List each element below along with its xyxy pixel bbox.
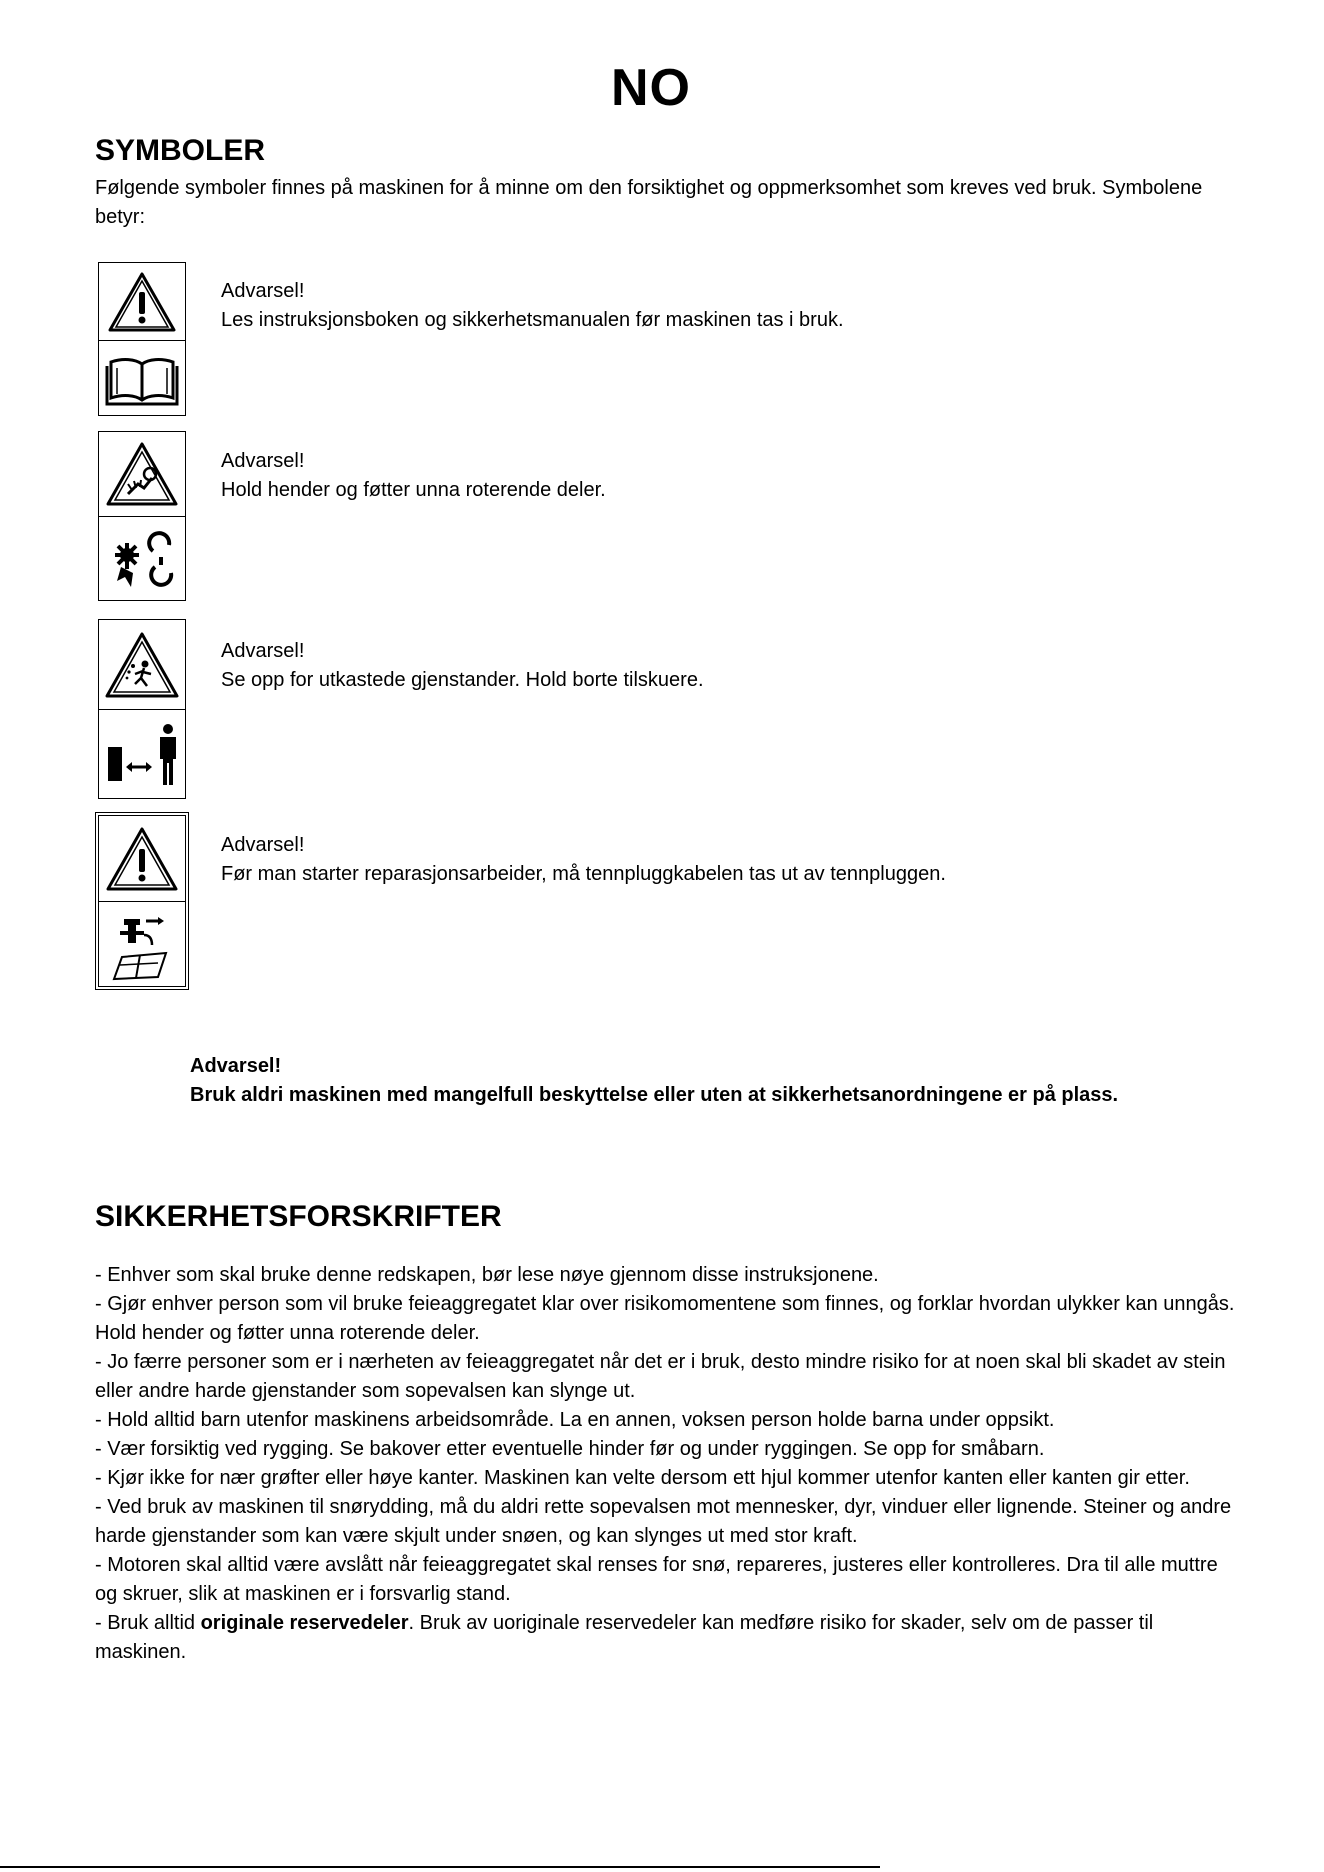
safety-rule: - Hold alltid barn utenfor maskinens arbeidsområde. La en annen, voksen person holde barna under oppsikt. bbox=[95, 1409, 1055, 1431]
language-code-title: NO bbox=[611, 59, 691, 117]
original-parts-emphasis: originale reservedeler bbox=[200, 1612, 409, 1634]
general-warning-text: Bruk aldri maskinen med mangelfull beskyttelse eller uten at sikkerhetsanordningene er på plass. bbox=[190, 1084, 1119, 1106]
safety-rule: - Vær forsiktig ved rygging. Se bakover etter eventuelle hinder før og under ryggingen. Se opp for småbarn. bbox=[95, 1438, 1045, 1460]
footer-rule bbox=[0, 1866, 880, 1868]
symbol-description: Før man starter reparasjonsarbeider, må tennpluggkabelen tas ut av tennpluggen. bbox=[221, 863, 946, 885]
symbol-item-1 bbox=[221, 277, 1181, 335]
safety-rule: - Bruk alltid originale reservedeler. Bruk av uoriginale reservedeler kan medføre risiko for skader, selv om de passer til maskinen. bbox=[95, 1612, 1154, 1663]
symbols-heading: SYMBOLER bbox=[95, 134, 266, 167]
symbol-pictogram-1 bbox=[98, 262, 186, 416]
symbol-item-2 bbox=[221, 447, 1181, 505]
safety-rule: - Gjør enhver person som vil bruke feieaggregatet klar over risikomomentene som finnes, og forklar hvordan ulykker kan unngås. Hold hender og føtter unna roterende deler. bbox=[95, 1293, 1235, 1344]
symbol-title: Advarsel! bbox=[221, 450, 305, 472]
keep-distance-icon bbox=[99, 709, 185, 799]
safety-rule: - Kjør ikke for nær grøfter eller høye kanter. Maskinen kan velte dersom ett hjul kommer utenfor kanten eller kanten gir etter. bbox=[95, 1467, 1190, 1489]
spark-plug-disconnect-icon bbox=[99, 901, 185, 987]
symbol-title: Advarsel! bbox=[221, 280, 305, 302]
hand-entanglement-warning-icon bbox=[99, 432, 185, 516]
warning-triangle-icon bbox=[99, 263, 185, 340]
warning-triangle-icon bbox=[99, 816, 185, 901]
thrown-objects-warning-icon bbox=[99, 620, 185, 709]
symbol-description: Hold hender og føtter unna roterende deler. bbox=[221, 479, 606, 501]
safety-rule: - Motoren skal alltid være avslått når feieaggregatet skal renses for snø, repareres, justeres eller kontrolleres. Dra til alle muttre og skruer, slik at maskinen er i forsvarlig stand. bbox=[95, 1554, 1218, 1605]
safety-rule: - Jo færre personer som er i nærheten av feieaggregatet når det er i bruk, desto mindre risiko for at noen skal bli skadet av stein eller andre harde gjenstander som sopevalsen kan slynge ut. bbox=[95, 1351, 1226, 1402]
general-warning-title: Advarsel! bbox=[190, 1055, 282, 1077]
symbol-pictogram-2 bbox=[98, 431, 186, 601]
safety-rules-list bbox=[95, 1261, 1245, 1667]
safety-heading: SIKKERHETSFORSKRIFTER bbox=[95, 1200, 502, 1233]
symbol-description: Se opp for utkastede gjenstander. Hold borte tilskuere. bbox=[221, 669, 704, 691]
safety-rule: - Ved bruk av maskinen til snørydding, må du aldri rette sopevalsen mot mennesker, dyr, vinduer eller lignende. Steiner og andre harde gjenstander som kan være skjult under snøen, og kan slynges ut med stor kraft. bbox=[95, 1496, 1232, 1547]
symbol-title: Advarsel! bbox=[221, 834, 305, 856]
general-warning bbox=[190, 1052, 1190, 1110]
symbol-title: Advarsel! bbox=[221, 640, 305, 662]
symbol-item-3 bbox=[221, 637, 1181, 695]
symbol-pictogram-3 bbox=[98, 619, 186, 799]
rotating-parts-icon bbox=[99, 516, 185, 601]
manual-book-icon bbox=[99, 340, 185, 418]
safety-rule: - Enhver som skal bruke denne redskapen, bør lese nøye gjennom disse instruksjonene. bbox=[95, 1264, 879, 1286]
symbol-pictogram-4 bbox=[98, 815, 186, 987]
symbol-item-4 bbox=[221, 831, 1181, 889]
symbols-intro: Følgende symboler finnes på maskinen for å minne om den forsiktighet og oppmerksomhet som kreves ved bruk. Symbolene betyr: bbox=[95, 177, 1203, 228]
symbol-description: Les instruksjonsboken og sikkerhetsmanualen før maskinen tas i bruk. bbox=[221, 309, 844, 331]
